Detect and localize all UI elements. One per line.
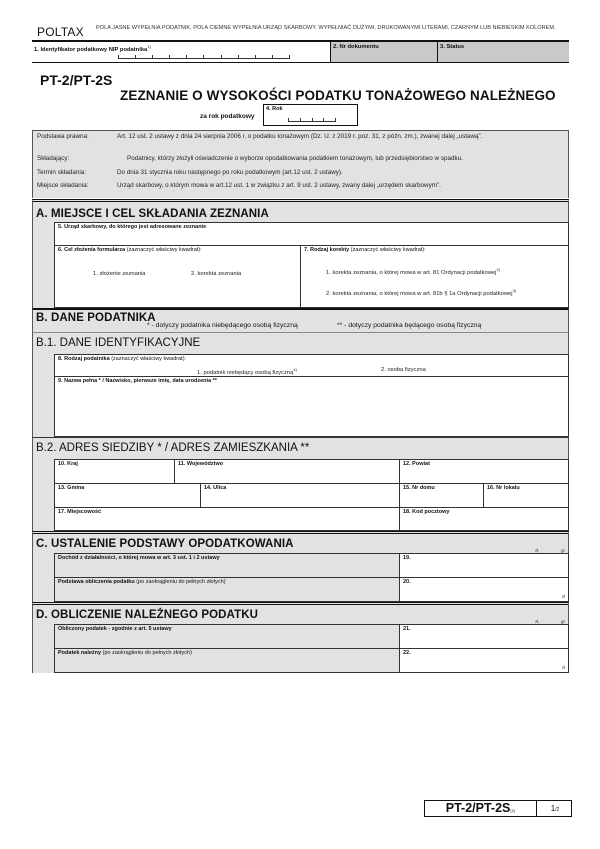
form-purpose-label: 6. Cel złożenia formularza — [58, 247, 126, 253]
page-number: 1 — [550, 804, 556, 813]
option-natural-person[interactable]: 2. osoba fizyczna — [381, 367, 426, 373]
house-number-field[interactable] — [399, 483, 484, 508]
status-field — [437, 42, 569, 62]
legal-text: Do dnia 31 stycznia roku następnego po roku podatkowym (art.12 ust. 2 ustawy). — [117, 169, 343, 176]
nip-digit-boxes[interactable] — [118, 55, 290, 59]
tax-due-hint: (po zaokrągleniu do pełnych złotych) — [102, 650, 192, 656]
tax-due-label: Podatek należny — [58, 650, 102, 656]
voivodeship-label: 11. Województwo — [178, 461, 224, 467]
tax-base-hint: (po zaokrągleniu do pełnych złotych) — [136, 579, 226, 585]
voivodeship-field[interactable] — [174, 459, 400, 484]
unit-zl: zł — [561, 594, 565, 599]
option-correction[interactable]: 2. korekta zeznania — [191, 271, 242, 277]
taxpayer-type-label: 8. Rodzaj podatnika — [58, 356, 110, 362]
page-indicator — [537, 801, 573, 816]
year-digit-boxes[interactable] — [288, 118, 336, 122]
unit-gr: gr — [561, 548, 566, 553]
option-submission[interactable]: 1. złożenie zeznania — [93, 271, 146, 277]
unit-gr: gr — [561, 619, 566, 624]
taxpayer-type-hint: (zaznaczyć właściwy kwadrat): — [111, 356, 187, 362]
legal-text: Podatnicy, którzy złożyli oświadczenie o wyborze opodatkowania podatkiem tonażowym, lub przedsiębiorstwo w spadku. — [127, 155, 463, 162]
tax-year-prefix: za rok podatkowy — [200, 113, 255, 120]
tax-office-field[interactable] — [54, 222, 569, 246]
street-label: 14. Ulica — [204, 485, 227, 491]
section-a-header — [32, 199, 569, 222]
page-total: /2 — [555, 807, 560, 813]
nip-field[interactable] — [32, 42, 330, 62]
full-name-label: 9. Nazwa pełna * / Nazwisko, pierwsze imię, data urodzenia ** — [58, 378, 217, 384]
country-field[interactable] — [54, 459, 175, 484]
legal-info-block — [32, 130, 569, 198]
footer-form-code — [425, 801, 537, 816]
section-c-header — [32, 531, 569, 553]
note-natural-person: ** - dotyczy podatnika będącego osobą fizyczną — [337, 322, 482, 329]
section-d-title: D. OBLICZENIE NALEŻNEGO PODATKU — [36, 609, 259, 621]
tax-base-row-label-cell — [54, 577, 400, 602]
document-number-label: 2. Nr dokumentu — [333, 44, 379, 50]
correction-type-field — [300, 245, 569, 308]
section-a-gutter — [32, 222, 54, 308]
note-non-natural-person: * - dotyczy podatnika niebędącego osobą fizyczną — [147, 322, 298, 329]
section-b-title: B. DANE PODATNIKA — [36, 312, 156, 324]
section-c-title: C. USTALENIE PODSTAWY OPODATKOWANIA — [36, 538, 294, 550]
taxpayer-type-field — [54, 354, 569, 377]
correction-type-hint: (zaznaczyć właściwy kwadrat): — [350, 247, 426, 253]
field-22-number: 22. — [403, 650, 411, 656]
municipality-field[interactable] — [54, 483, 201, 508]
tax-due-row-label-cell — [54, 648, 400, 673]
calculated-tax-label: Obliczony podatek - zgodnie z art. 5 ustawy — [58, 626, 172, 632]
section-b1-gutter — [32, 354, 54, 437]
calculated-tax-field[interactable] — [399, 624, 569, 649]
year-field[interactable] — [263, 104, 358, 126]
apartment-number-field[interactable] — [483, 483, 569, 508]
form-title: ZEZNANIE O WYSOKOŚCI PODATKU TONAŻOWEGO NALEŻNEGO — [120, 88, 556, 103]
form-purpose-field — [54, 245, 301, 308]
nip-footnote: 1) — [147, 44, 151, 49]
section-b1-header — [32, 332, 569, 354]
country-label: 10. Kraj — [58, 461, 78, 467]
income-label: Dochód z działalności, o której mowa w art. 3 ust. 1 i 2 ustawy — [58, 555, 220, 561]
form-instructions: POLA JASNE WYPEŁNIA PODATNIK, POLA CIEMNE WYPEŁNIA URZĄD SKARBOWY. WYPEŁNIAĆ DUŻYMI, DRUKOWANYMI LITERAMI, CZARNYM LUB NIEBIESKIM KOLOREM. — [96, 25, 556, 31]
section-b2-header — [32, 437, 569, 459]
nip-label: 1. Identyfikator podatkowy NIP podatnika — [34, 46, 148, 53]
document-number-field — [330, 42, 437, 62]
section-a-title: A. MIEJSCE I CEL SKŁADANIA ZEZNANIA — [36, 208, 269, 220]
field-19-number: 19. — [403, 555, 411, 561]
status-label: 3. Status — [440, 44, 465, 50]
top-fields-bar — [32, 40, 569, 63]
field-20-number: 20. — [403, 579, 411, 585]
legal-text: Art. 12 ust. 2 ustawy z dnia 24 sierpnia 2006 r. o podatku tonażowym (Dz. U. z 2019 r. poz. 31, z późn. zm.), zwanej dalej „ustawą”. — [117, 133, 483, 140]
house-number-label: 15. Nr domu — [403, 485, 435, 491]
calculated-tax-row-label-cell — [54, 624, 400, 649]
street-field[interactable] — [200, 483, 400, 508]
option-non-natural-person[interactable] — [197, 367, 297, 376]
county-label: 12. Powiat — [403, 461, 430, 467]
legal-label: Miejsce składania: — [37, 182, 89, 189]
brand-logo: POLTAX — [37, 25, 84, 39]
unit-zl: zł — [561, 665, 565, 670]
section-b1-title: B.1. DANE IDENTYFIKACYJNE — [36, 337, 201, 349]
legal-label: Termin składania: — [37, 169, 86, 176]
footer-code-text: PT-2/PT-2S — [445, 801, 511, 815]
municipality-label: 13. Gmina — [58, 485, 85, 491]
footnote-4: 4) — [293, 367, 297, 372]
postal-code-field[interactable] — [399, 507, 569, 531]
option-correction-art81b-label: 2. korekta zeznania, o której mowa w art. 81b § 1a Ordynacji podatkowej — [326, 290, 513, 297]
field-21-number: 21. — [403, 626, 411, 632]
county-field[interactable] — [399, 459, 569, 484]
year-label: 4. Rok — [266, 106, 283, 112]
legal-label: Podstawa prawna: — [37, 133, 89, 140]
legal-label: Składający: — [37, 155, 70, 162]
option-correction-art81-label: 1. korekta zeznania, o której mowa w art. 81 Ordynacji podatkowej — [326, 269, 497, 276]
city-label: 17. Miejscowość — [58, 509, 102, 515]
unit-zl: zł, — [535, 548, 540, 553]
tax-due-field[interactable] — [399, 648, 569, 673]
footnote-3: 3) — [512, 288, 517, 293]
section-d-header — [32, 602, 569, 624]
footer-version: (2) — [510, 808, 516, 813]
income-field[interactable] — [399, 553, 569, 578]
unit-zl: zł, — [535, 619, 540, 624]
income-row-label-cell — [54, 553, 400, 578]
option-non-natural-person-label: 1. podatnik niebędący osobą fizyczną — [197, 369, 294, 376]
full-name-field[interactable] — [54, 376, 569, 437]
option-correction-art81b[interactable] — [326, 288, 516, 297]
section-b-header — [32, 308, 569, 332]
apartment-number-label: 16. Nr lokalu — [487, 485, 520, 491]
section-d-gutter — [32, 624, 54, 673]
tax-base-field[interactable] — [399, 577, 569, 602]
section-b2-title: B.2. ADRES SIEDZIBY * / ADRES ZAMIESZKANIA ** — [36, 442, 310, 454]
postal-code-label: 18. Kod pocztowy — [403, 509, 450, 515]
form-purpose-hint: (zaznaczyć właściwy kwadrat): — [126, 247, 202, 253]
footnote-2: 2) — [496, 267, 501, 272]
form-code: PT-2/PT-2S — [40, 72, 113, 88]
tax-office-label: 5. Urząd skarbowy, do którego jest adresowane zeznanie — [58, 224, 207, 230]
city-field[interactable] — [54, 507, 400, 531]
correction-type-label: 7. Rodzaj korekty — [304, 247, 350, 253]
footer-form-id — [424, 800, 572, 817]
legal-text: Urząd skarbowy, o którym mowa w art.12 ust. 1 w związku z art. 9 ust. 2 ustawy, zwany dalej „urzędem skarbowym”. — [117, 182, 441, 189]
option-correction-art81[interactable] — [326, 267, 500, 276]
section-b2-gutter — [32, 459, 54, 531]
tax-base-label: Podstawa obliczenia podatku — [58, 579, 135, 585]
section-c-gutter — [32, 553, 54, 602]
